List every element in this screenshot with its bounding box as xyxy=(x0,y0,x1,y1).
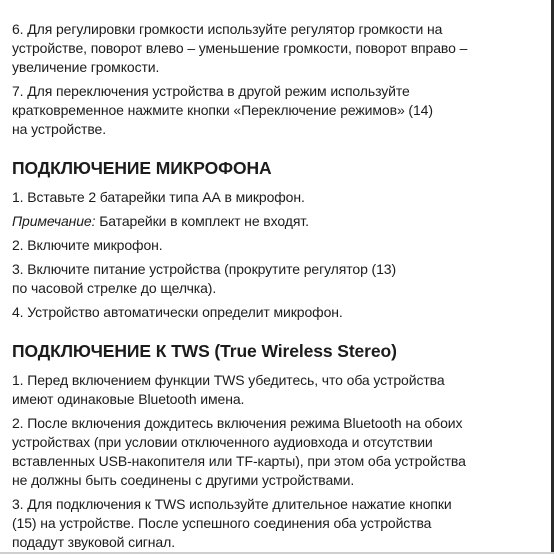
instruction-7: 7. Для переключения устройства в другой режим используйте кратковременное нажмите кнопки «Переключение режимов» (14) на устройстве. xyxy=(12,83,433,137)
mic-note-text: Батарейки в комплект не входят. xyxy=(95,213,309,229)
mic-step-3: 3. Включите питание устройства (прокрутите регулятор (13) по часовой стрелке до щелчка). xyxy=(12,261,397,296)
mic-section-heading: ПОДКЛЮЧЕНИЕ МИКРОФОНА xyxy=(12,158,272,178)
instruction-6: 6. Для регулировки громкости используйте регулятор громкости на устройстве, поворот влево – уменьшение громкости, поворот вправо – увеличение громкости. xyxy=(12,21,468,75)
mic-step-4: 4. Устройство автоматически определит микрофон. xyxy=(12,304,343,320)
tws-step-2: 2. После включения дождитесь включения режима Bluetooth на обоих устройствах (при условии отключенного аудиовхода и отсутствии вставленных USB-накопителя или TF-карты), при этом оба устройства не должны быть соединены с другими устройствами. xyxy=(12,415,466,488)
manual-page xyxy=(12,20,548,557)
mic-note-label: Примечание: xyxy=(12,213,96,229)
mic-step-2: 2. Включите микрофон. xyxy=(12,237,163,253)
tws-step-1: 1. Перед включением функции TWS убедитесь, что оба устройства имеют одинаковые Bluetooth имена. xyxy=(12,372,445,407)
tws-step-3: 3. Для подключения к TWS используйте длительное нажатие кнопки (15) на устройстве. После успешного соединения оба устройства подадут звуковой сигнал. xyxy=(12,496,452,550)
mic-note xyxy=(12,212,548,231)
mic-step-1: 1. Вставьте 2 батарейки типа АА в микрофон. xyxy=(12,189,305,205)
tws-section-heading: ПОДКЛЮЧЕНИЕ К TWS (True Wireless Stereo) xyxy=(12,341,397,361)
